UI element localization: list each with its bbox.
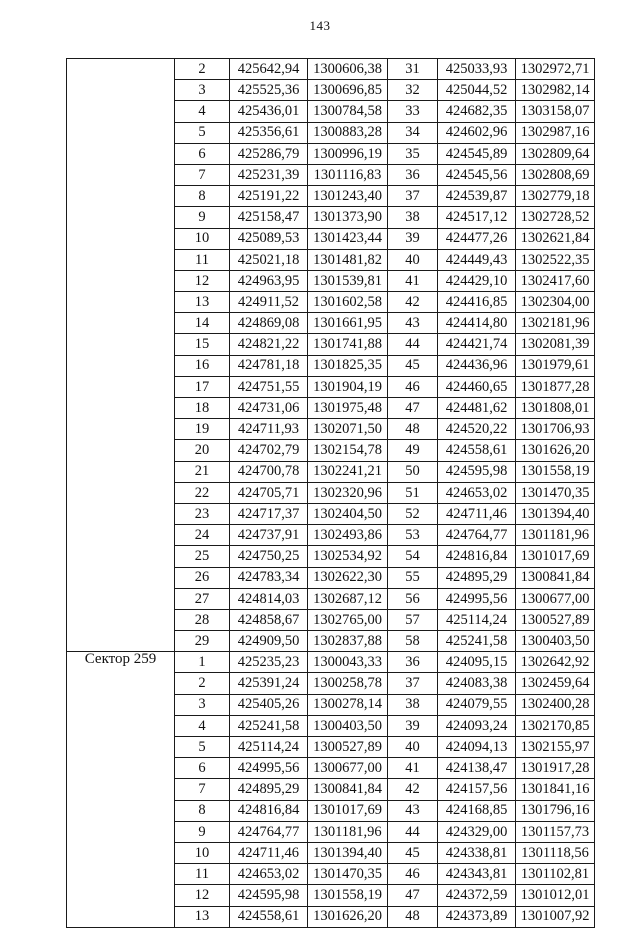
x-coordinate: 425021,18 <box>230 249 308 270</box>
point-number-2: 41 <box>388 758 438 779</box>
y-coordinate-2: 1302417,60 <box>516 270 595 291</box>
point-number-2: 42 <box>388 779 438 800</box>
point-number-2: 35 <box>388 143 438 164</box>
x-coordinate: 424764,77 <box>230 821 308 842</box>
point-number-2: 36 <box>388 652 438 673</box>
point-number: 27 <box>175 588 230 609</box>
x-coordinate-2: 424138,47 <box>438 758 516 779</box>
y-coordinate-2: 1302304,00 <box>516 292 595 313</box>
point-number-2: 51 <box>388 482 438 503</box>
x-coordinate-2: 424653,02 <box>438 482 516 503</box>
y-coordinate-2: 1301841,16 <box>516 779 595 800</box>
y-coordinate: 1301602,58 <box>308 292 388 313</box>
y-coordinate: 1301741,88 <box>308 334 388 355</box>
point-number: 2 <box>175 673 230 694</box>
point-number: 8 <box>175 800 230 821</box>
x-coordinate-2: 424520,22 <box>438 419 516 440</box>
sector-label <box>67 59 175 652</box>
point-number-2: 52 <box>388 503 438 524</box>
x-coordinate: 424702,79 <box>230 440 308 461</box>
x-coordinate: 424751,55 <box>230 376 308 397</box>
x-coordinate: 424781,18 <box>230 355 308 376</box>
point-number-2: 32 <box>388 80 438 101</box>
y-coordinate-2: 1301470,35 <box>516 482 595 503</box>
sector-label: Сектор 259 <box>67 652 175 927</box>
point-number: 3 <box>175 694 230 715</box>
page-number: 143 <box>309 18 331 33</box>
x-coordinate: 424909,50 <box>230 631 308 652</box>
point-number-2: 40 <box>388 737 438 758</box>
y-coordinate: 1301470,35 <box>308 864 388 885</box>
point-number-2: 45 <box>388 355 438 376</box>
point-number: 8 <box>175 186 230 207</box>
point-number: 15 <box>175 334 230 355</box>
point-number: 28 <box>175 609 230 630</box>
x-coordinate: 425191,22 <box>230 186 308 207</box>
point-number-2: 46 <box>388 376 438 397</box>
y-coordinate: 1301626,20 <box>308 906 388 927</box>
x-coordinate: 424653,02 <box>230 864 308 885</box>
point-number-2: 39 <box>388 715 438 736</box>
point-number: 11 <box>175 864 230 885</box>
x-coordinate-2: 424343,81 <box>438 864 516 885</box>
y-coordinate-2: 1300527,89 <box>516 609 595 630</box>
point-number: 12 <box>175 885 230 906</box>
x-coordinate: 424783,34 <box>230 567 308 588</box>
x-coordinate: 425231,39 <box>230 164 308 185</box>
y-coordinate: 1300606,38 <box>308 59 388 80</box>
x-coordinate: 425089,53 <box>230 228 308 249</box>
x-coordinate: 425241,58 <box>230 715 308 736</box>
x-coordinate-2: 424682,35 <box>438 101 516 122</box>
point-number: 29 <box>175 631 230 652</box>
y-coordinate: 1300883,28 <box>308 122 388 143</box>
y-coordinate-2: 1301012,01 <box>516 885 595 906</box>
x-coordinate-2: 424338,81 <box>438 842 516 863</box>
y-coordinate-2: 1302808,69 <box>516 164 595 185</box>
y-coordinate-2: 1301118,56 <box>516 842 595 863</box>
point-number-2: 39 <box>388 228 438 249</box>
y-coordinate-2: 1300677,00 <box>516 588 595 609</box>
point-number: 14 <box>175 313 230 334</box>
point-number-2: 44 <box>388 821 438 842</box>
y-coordinate: 1300996,19 <box>308 143 388 164</box>
y-coordinate: 1302241,21 <box>308 461 388 482</box>
x-coordinate-2: 424602,96 <box>438 122 516 143</box>
x-coordinate: 424821,22 <box>230 334 308 355</box>
point-number-2: 41 <box>388 270 438 291</box>
x-coordinate-2: 424168,85 <box>438 800 516 821</box>
y-coordinate-2: 1302170,85 <box>516 715 595 736</box>
y-coordinate-2: 1302400,28 <box>516 694 595 715</box>
point-number: 18 <box>175 398 230 419</box>
x-coordinate-2: 424449,43 <box>438 249 516 270</box>
point-number-2: 55 <box>388 567 438 588</box>
point-number-2: 38 <box>388 694 438 715</box>
x-coordinate: 425525,36 <box>230 80 308 101</box>
x-coordinate-2: 424711,46 <box>438 503 516 524</box>
x-coordinate-2: 424372,59 <box>438 885 516 906</box>
y-coordinate: 1301904,19 <box>308 376 388 397</box>
point-number-2: 50 <box>388 461 438 482</box>
point-number-2: 46 <box>388 864 438 885</box>
x-coordinate: 424963,95 <box>230 270 308 291</box>
point-number-2: 48 <box>388 906 438 927</box>
x-coordinate: 424711,93 <box>230 419 308 440</box>
point-number: 9 <box>175 821 230 842</box>
x-coordinate: 424816,84 <box>230 800 308 821</box>
point-number-2: 47 <box>388 885 438 906</box>
y-coordinate: 1301423,44 <box>308 228 388 249</box>
y-coordinate: 1302622,30 <box>308 567 388 588</box>
y-coordinate-2: 1302987,16 <box>516 122 595 143</box>
y-coordinate: 1300258,78 <box>308 673 388 694</box>
y-coordinate-2: 1302809,64 <box>516 143 595 164</box>
y-coordinate: 1302071,50 <box>308 419 388 440</box>
x-coordinate-2: 424329,00 <box>438 821 516 842</box>
y-coordinate: 1301661,95 <box>308 313 388 334</box>
x-coordinate-2: 424477,26 <box>438 228 516 249</box>
y-coordinate: 1300841,84 <box>308 779 388 800</box>
table-row <box>67 59 595 80</box>
x-coordinate-2: 424373,89 <box>438 906 516 927</box>
x-coordinate: 424995,56 <box>230 758 308 779</box>
point-number-2: 42 <box>388 292 438 313</box>
point-number-2: 57 <box>388 609 438 630</box>
y-coordinate-2: 1301917,28 <box>516 758 595 779</box>
y-coordinate-2: 1301102,81 <box>516 864 595 885</box>
x-coordinate-2: 424595,98 <box>438 461 516 482</box>
x-coordinate: 424869,08 <box>230 313 308 334</box>
x-coordinate: 424911,52 <box>230 292 308 313</box>
y-coordinate-2: 1302522,35 <box>516 249 595 270</box>
y-coordinate-2: 1302621,84 <box>516 228 595 249</box>
coordinates-table-body <box>67 59 595 928</box>
point-number: 4 <box>175 715 230 736</box>
point-number: 21 <box>175 461 230 482</box>
x-coordinate: 424700,78 <box>230 461 308 482</box>
y-coordinate-2: 1301877,28 <box>516 376 595 397</box>
point-number: 2 <box>175 59 230 80</box>
y-coordinate: 1302320,96 <box>308 482 388 503</box>
y-coordinate: 1302404,50 <box>308 503 388 524</box>
y-coordinate-2: 1302459,64 <box>516 673 595 694</box>
x-coordinate-2: 425033,93 <box>438 59 516 80</box>
y-coordinate: 1301558,19 <box>308 885 388 906</box>
point-number: 6 <box>175 143 230 164</box>
y-coordinate-2: 1301017,69 <box>516 546 595 567</box>
y-coordinate-2: 1301007,92 <box>516 906 595 927</box>
x-coordinate: 425642,94 <box>230 59 308 80</box>
x-coordinate-2: 424416,85 <box>438 292 516 313</box>
point-number: 24 <box>175 525 230 546</box>
point-number: 6 <box>175 758 230 779</box>
point-number: 17 <box>175 376 230 397</box>
y-coordinate-2: 1301157,73 <box>516 821 595 842</box>
point-number-2: 33 <box>388 101 438 122</box>
x-coordinate-2: 424095,15 <box>438 652 516 673</box>
point-number: 7 <box>175 779 230 800</box>
y-coordinate-2: 1302779,18 <box>516 186 595 207</box>
x-coordinate-2: 424895,29 <box>438 567 516 588</box>
point-number-2: 34 <box>388 122 438 143</box>
point-number-2: 31 <box>388 59 438 80</box>
point-number-2: 53 <box>388 525 438 546</box>
x-coordinate: 424731,06 <box>230 398 308 419</box>
x-coordinate-2: 424460,65 <box>438 376 516 397</box>
point-number: 12 <box>175 270 230 291</box>
y-coordinate-2: 1300841,84 <box>516 567 595 588</box>
point-number-2: 45 <box>388 842 438 863</box>
y-coordinate-2: 1301626,20 <box>516 440 595 461</box>
point-number: 23 <box>175 503 230 524</box>
y-coordinate: 1301373,90 <box>308 207 388 228</box>
y-coordinate-2: 1302982,14 <box>516 80 595 101</box>
point-number-2: 56 <box>388 588 438 609</box>
point-number: 26 <box>175 567 230 588</box>
y-coordinate-2: 1302972,71 <box>516 59 595 80</box>
point-number: 25 <box>175 546 230 567</box>
point-number: 4 <box>175 101 230 122</box>
y-coordinate-2: 1301181,96 <box>516 525 595 546</box>
y-coordinate-2: 1302642,92 <box>516 652 595 673</box>
point-number-2: 54 <box>388 546 438 567</box>
point-number: 5 <box>175 737 230 758</box>
x-coordinate-2: 424995,56 <box>438 588 516 609</box>
x-coordinate: 424895,29 <box>230 779 308 800</box>
y-coordinate: 1302687,12 <box>308 588 388 609</box>
x-coordinate-2: 424545,56 <box>438 164 516 185</box>
point-number: 22 <box>175 482 230 503</box>
x-coordinate-2: 424558,61 <box>438 440 516 461</box>
y-coordinate: 1300527,89 <box>308 737 388 758</box>
y-coordinate-2: 1302155,97 <box>516 737 595 758</box>
x-coordinate: 424737,91 <box>230 525 308 546</box>
point-number: 19 <box>175 419 230 440</box>
point-number-2: 40 <box>388 249 438 270</box>
x-coordinate-2: 424436,96 <box>438 355 516 376</box>
point-number: 7 <box>175 164 230 185</box>
x-coordinate: 425286,79 <box>230 143 308 164</box>
x-coordinate: 425391,24 <box>230 673 308 694</box>
y-coordinate: 1301975,48 <box>308 398 388 419</box>
point-number: 9 <box>175 207 230 228</box>
x-coordinate: 424558,61 <box>230 906 308 927</box>
y-coordinate: 1301825,35 <box>308 355 388 376</box>
point-number: 10 <box>175 228 230 249</box>
y-coordinate-2: 1301808,01 <box>516 398 595 419</box>
y-coordinate: 1301539,81 <box>308 270 388 291</box>
point-number: 11 <box>175 249 230 270</box>
x-coordinate: 424858,67 <box>230 609 308 630</box>
point-number: 1 <box>175 652 230 673</box>
x-coordinate: 424711,46 <box>230 842 308 863</box>
y-coordinate: 1302534,92 <box>308 546 388 567</box>
y-coordinate-2: 1302081,39 <box>516 334 595 355</box>
y-coordinate-2: 1301979,61 <box>516 355 595 376</box>
x-coordinate-2: 425241,58 <box>438 631 516 652</box>
y-coordinate: 1302837,88 <box>308 631 388 652</box>
point-number-2: 43 <box>388 313 438 334</box>
y-coordinate-2: 1301796,16 <box>516 800 595 821</box>
x-coordinate: 425405,26 <box>230 694 308 715</box>
y-coordinate: 1300043,33 <box>308 652 388 673</box>
x-coordinate-2: 425114,24 <box>438 609 516 630</box>
x-coordinate-2: 424157,56 <box>438 779 516 800</box>
x-coordinate-2: 424816,84 <box>438 546 516 567</box>
point-number-2: 49 <box>388 440 438 461</box>
x-coordinate-2: 424429,10 <box>438 270 516 291</box>
table-row <box>67 652 595 673</box>
x-coordinate-2: 424093,24 <box>438 715 516 736</box>
point-number: 10 <box>175 842 230 863</box>
y-coordinate-2: 1300403,50 <box>516 631 595 652</box>
y-coordinate: 1300696,85 <box>308 80 388 101</box>
y-coordinate-2: 1302728,52 <box>516 207 595 228</box>
y-coordinate: 1301116,83 <box>308 164 388 185</box>
y-coordinate: 1301181,96 <box>308 821 388 842</box>
y-coordinate: 1300278,14 <box>308 694 388 715</box>
point-number: 20 <box>175 440 230 461</box>
point-number-2: 58 <box>388 631 438 652</box>
point-number: 16 <box>175 355 230 376</box>
x-coordinate: 424595,98 <box>230 885 308 906</box>
point-number-2: 48 <box>388 419 438 440</box>
y-coordinate-2: 1301558,19 <box>516 461 595 482</box>
x-coordinate-2: 424481,62 <box>438 398 516 419</box>
y-coordinate-2: 1303158,07 <box>516 101 595 122</box>
x-coordinate-2: 424414,80 <box>438 313 516 334</box>
x-coordinate: 425235,23 <box>230 652 308 673</box>
y-coordinate: 1301243,40 <box>308 186 388 207</box>
point-number-2: 44 <box>388 334 438 355</box>
x-coordinate-2: 425044,52 <box>438 80 516 101</box>
x-coordinate-2: 424094,13 <box>438 737 516 758</box>
x-coordinate-2: 424079,55 <box>438 694 516 715</box>
y-coordinate: 1300677,00 <box>308 758 388 779</box>
x-coordinate: 424717,37 <box>230 503 308 524</box>
point-number: 3 <box>175 80 230 101</box>
point-number: 5 <box>175 122 230 143</box>
x-coordinate: 425436,01 <box>230 101 308 122</box>
y-coordinate: 1302154,78 <box>308 440 388 461</box>
point-number-2: 43 <box>388 800 438 821</box>
point-number-2: 38 <box>388 207 438 228</box>
y-coordinate: 1300403,50 <box>308 715 388 736</box>
y-coordinate: 1302493,86 <box>308 525 388 546</box>
y-coordinate: 1300784,58 <box>308 101 388 122</box>
point-number: 13 <box>175 906 230 927</box>
x-coordinate: 424705,71 <box>230 482 308 503</box>
y-coordinate: 1301017,69 <box>308 800 388 821</box>
y-coordinate: 1301394,40 <box>308 842 388 863</box>
point-number-2: 37 <box>388 673 438 694</box>
x-coordinate-2: 424545,89 <box>438 143 516 164</box>
x-coordinate: 425356,61 <box>230 122 308 143</box>
x-coordinate-2: 424764,77 <box>438 525 516 546</box>
point-number-2: 47 <box>388 398 438 419</box>
x-coordinate: 425114,24 <box>230 737 308 758</box>
coordinates-table <box>66 58 595 928</box>
x-coordinate-2: 424517,12 <box>438 207 516 228</box>
point-number: 13 <box>175 292 230 313</box>
y-coordinate: 1301481,82 <box>308 249 388 270</box>
y-coordinate-2: 1301394,40 <box>516 503 595 524</box>
x-coordinate-2: 424539,87 <box>438 186 516 207</box>
x-coordinate-2: 424083,38 <box>438 673 516 694</box>
x-coordinate: 425158,47 <box>230 207 308 228</box>
point-number-2: 36 <box>388 164 438 185</box>
x-coordinate-2: 424421,74 <box>438 334 516 355</box>
y-coordinate-2: 1301706,93 <box>516 419 595 440</box>
y-coordinate-2: 1302181,96 <box>516 313 595 334</box>
x-coordinate: 424750,25 <box>230 546 308 567</box>
y-coordinate: 1302765,00 <box>308 609 388 630</box>
x-coordinate: 424814,03 <box>230 588 308 609</box>
point-number-2: 37 <box>388 186 438 207</box>
